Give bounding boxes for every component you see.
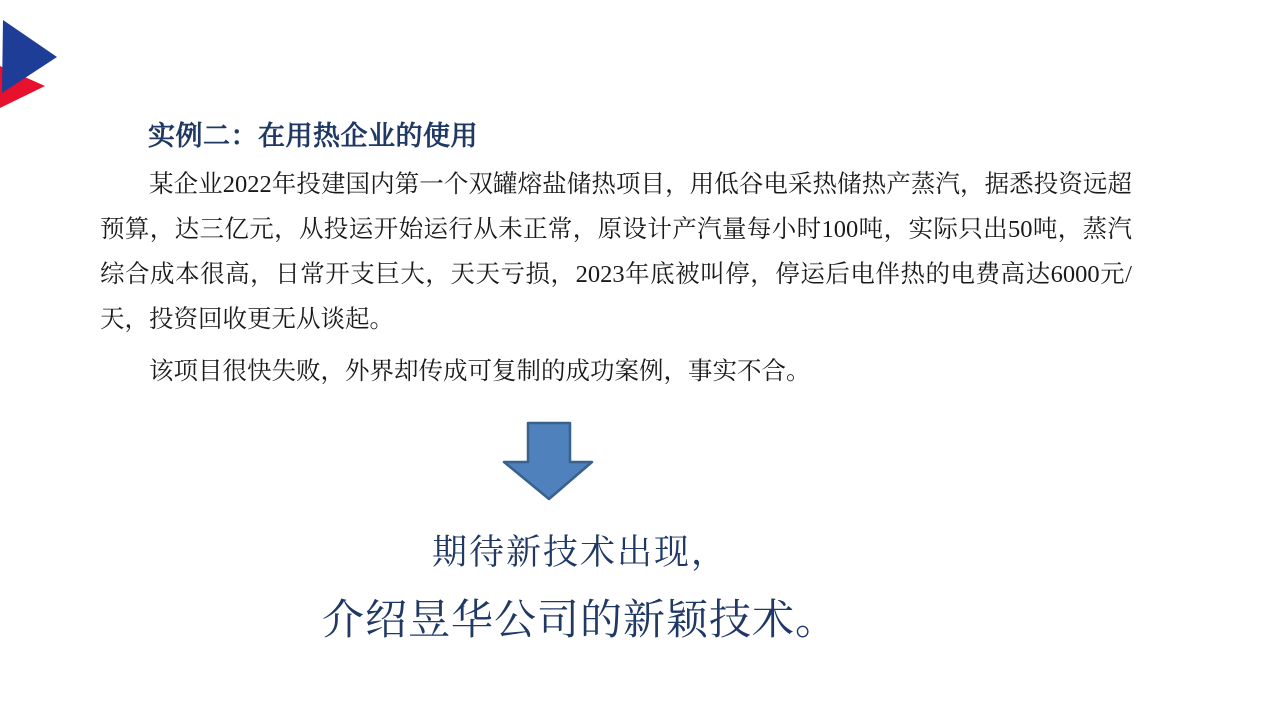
conclusion-line-2: 介绍昱华公司的新颖技术。 — [321, 596, 838, 643]
conclusion-block — [180, 530, 980, 646]
conclusion-line-1: 期待新技术出现， — [431, 533, 728, 572]
down-arrow-icon — [502, 421, 594, 501]
paragraph-2: 该项目很快失败，外界却传成可复制的成功案例，事实不合。 — [149, 358, 811, 385]
corner-flag-icon — [0, 0, 62, 115]
body-text — [100, 162, 1132, 394]
slide-title: 实例二：在用热企业的使用 — [148, 121, 478, 151]
paragraph-1: 某企业2022年投建国内第一个双罐熔盐储热项目，用低谷电采热储热产蒸汽，据悉投资远超预算，达三亿元，从投运开始运行从未正常，原设计产汽量每小时100吨，实际只出50吨，蒸汽综合成本很高，日常开支巨大，天天亏损，2023年底被叫停，停运后电伴热的电费高达6000元/天，投资回收更无从谈起。 — [100, 171, 1132, 333]
